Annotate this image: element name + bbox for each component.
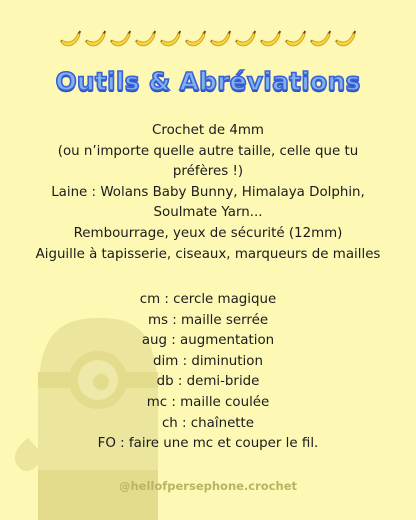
- materials-line: (ou n’importe quelle autre taille, celle que tu: [57, 143, 359, 159]
- materials-line: Laine : Wolans Baby Bunny, Himalaya Dolphin,: [51, 184, 365, 200]
- banana-icon: [208, 27, 233, 51]
- page-title: Outils & Abréviations: [55, 67, 361, 96]
- banana-icon: [308, 27, 333, 51]
- abbreviation-item: dim : diminution: [153, 353, 263, 369]
- materials-line: Soulmate Yarn...: [153, 205, 263, 221]
- banana-icon: [58, 27, 83, 51]
- author-handle: @hellofpersephone.crochet: [119, 479, 297, 493]
- banana-icon: [83, 27, 108, 51]
- banana-icon: [283, 27, 308, 51]
- banana-row: [0, 27, 416, 51]
- materials-line: préfères !): [172, 164, 244, 180]
- banana-icon: [108, 27, 133, 51]
- materials-line: Crochet de 4mm: [152, 123, 264, 138]
- materials-line: Rembourrage, yeux de sécurité (12mm): [73, 225, 343, 241]
- abbreviation-item: ch : chaînette: [161, 415, 255, 431]
- materials-list: [0, 121, 416, 265]
- materials-line: Aiguille à tapisserie, ciseaux, marqueurs de mailles: [35, 246, 381, 262]
- banana-icon: [158, 27, 183, 51]
- abbreviation-item: db : demi-bride: [156, 374, 260, 390]
- banana-icon: [233, 27, 258, 51]
- banana-icon: [333, 27, 358, 51]
- abbreviation-item: aug : augmentation: [141, 333, 275, 349]
- abbreviations-list: [0, 290, 416, 455]
- abbreviation-item: FO : faire une mc et couper le fil.: [97, 436, 319, 452]
- banana-icon: [133, 27, 158, 51]
- banana-icon: [258, 27, 283, 51]
- abbreviation-item: cm : cercle magique: [139, 292, 277, 307]
- banana-icon: [183, 27, 208, 51]
- abbreviation-item: mc : maille coulée: [146, 394, 270, 410]
- abbreviation-item: ms : maille serrée: [147, 312, 269, 328]
